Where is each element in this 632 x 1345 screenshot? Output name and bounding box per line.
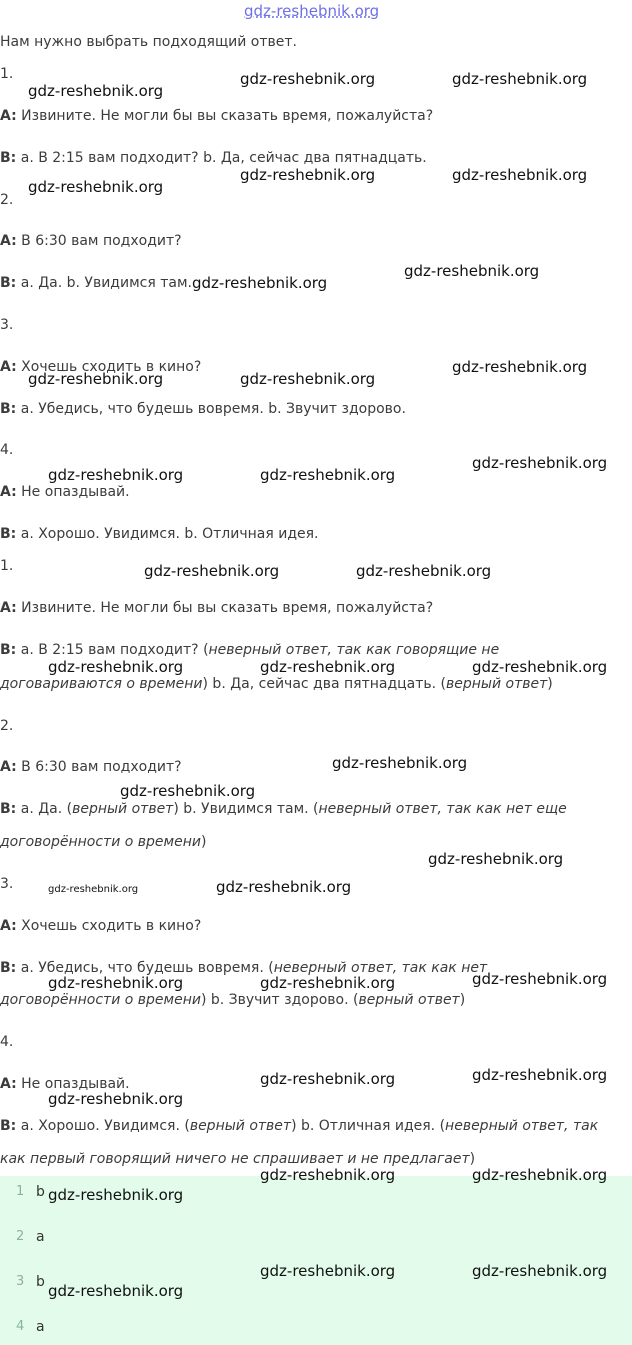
watermark: gdz-reshebnik.org xyxy=(472,1066,608,1084)
speaker-label: A: xyxy=(0,359,17,375)
speaker-label: A: xyxy=(0,918,17,934)
dialogue-text: ) b. Да, сейчас два пятнадцать. ( xyxy=(202,676,447,692)
site-title-link[interactable]: gdz-reshebnik.org xyxy=(244,2,380,20)
explanation-text: неверный ответ, так как нет еще xyxy=(318,801,567,817)
watermark: gdz-reshebnik.org xyxy=(120,782,256,800)
watermark: gdz-reshebnik.org xyxy=(28,178,164,196)
dialogue-line-b xyxy=(0,273,192,293)
dialogue-text: Извините. Не могли бы вы сказать время, пожалуйста? xyxy=(21,600,434,616)
dialogue-line-a xyxy=(0,106,433,126)
dialogue-line-b-cont xyxy=(0,1149,475,1169)
explanation-text: верный ответ xyxy=(189,1118,292,1134)
watermark: gdz-reshebnik.org xyxy=(28,370,164,388)
dialogue-text: a. Убедись, что будешь вовремя. ( xyxy=(20,960,274,976)
task-number: 1. xyxy=(0,558,14,574)
dialogue-line-b xyxy=(0,399,406,419)
speaker-label: B: xyxy=(0,801,17,817)
watermark: gdz-reshebnik.org xyxy=(48,1282,184,1300)
speaker-label: B: xyxy=(0,401,17,417)
watermark: gdz-reshebnik.org xyxy=(472,1166,608,1184)
explanation-text: неверный ответ, так как говорящие не xyxy=(208,642,500,658)
answer-value: b xyxy=(36,1184,45,1200)
watermark: gdz-reshebnik.org xyxy=(240,370,376,388)
dialogue-text: ) b. Увидимся там. ( xyxy=(173,801,319,817)
speaker-label: B: xyxy=(0,1118,17,1134)
dialogue-line-a xyxy=(0,598,433,618)
dialogue-text: Извините. Не могли бы вы сказать время, пожалуйста? xyxy=(21,108,434,124)
dialogue-text: Хочешь сходить в кино? xyxy=(21,359,202,375)
watermark: gdz-reshebnik.org xyxy=(240,166,376,184)
watermark: gdz-reshebnik.org xyxy=(260,1070,396,1088)
watermark: gdz-reshebnik.org xyxy=(428,850,564,868)
task-number: 4. xyxy=(0,1034,14,1050)
speaker-label: A: xyxy=(0,600,17,616)
dialogue-text: ) xyxy=(547,676,553,692)
watermark: gdz-reshebnik.org xyxy=(48,658,184,676)
watermark: gdz-reshebnik.org xyxy=(472,454,608,472)
dialogue-text: a. Хорошо. Увидимся. ( xyxy=(20,1118,190,1134)
watermark: gdz-reshebnik.org xyxy=(240,70,376,88)
dialogue-line-a xyxy=(0,231,182,251)
task-number: 2. xyxy=(0,192,14,208)
watermark: gdz-reshebnik.org xyxy=(216,878,352,896)
answer-value: a xyxy=(36,1319,45,1335)
watermark: gdz-reshebnik.org xyxy=(260,466,396,484)
answer-value: b xyxy=(36,1274,45,1290)
dialogue-text: a. Убедись, что будешь вовремя. b. Звучит здорово. xyxy=(20,401,406,417)
dialogue-text: В 6:30 вам подходит? xyxy=(21,233,182,249)
explanation-text: верный ответ xyxy=(446,676,548,692)
dialogue-line-b xyxy=(0,524,319,544)
watermark: gdz-reshebnik.org xyxy=(192,274,328,292)
speaker-label: B: xyxy=(0,960,17,976)
watermark: gdz-reshebnik.org xyxy=(260,658,396,676)
dialogue-text: a. Хорошо. Увидимся. b. Отличная идея. xyxy=(20,526,319,542)
dialogue-line-b xyxy=(0,1116,598,1136)
watermark: gdz-reshebnik.org xyxy=(260,1166,396,1184)
dialogue-line-b-cont xyxy=(0,674,553,694)
answer-number: 2 xyxy=(16,1229,25,1244)
watermark: gdz-reshebnik.org xyxy=(404,262,540,280)
dialogue-text: В 6:30 вам подходит? xyxy=(21,759,182,775)
speaker-label: A: xyxy=(0,233,17,249)
watermark: gdz-reshebnik.org xyxy=(48,466,184,484)
speaker-label: B: xyxy=(0,526,17,542)
watermark: gdz-reshebnik.org xyxy=(472,1262,608,1280)
watermark: gdz-reshebnik.org xyxy=(28,82,164,100)
dialogue-line-b xyxy=(0,640,499,660)
dialogue-line-a xyxy=(0,916,201,936)
task-number: 3. xyxy=(0,317,14,333)
dialogue-line-b xyxy=(0,148,427,168)
dialogue-text: ) b. Отличная идея. ( xyxy=(291,1118,446,1134)
speaker-label: A: xyxy=(0,484,17,500)
dialogue-line-a xyxy=(0,757,182,777)
explanation-text: неверный ответ, так как нет xyxy=(273,960,488,976)
explanation-text: договариваются о времени xyxy=(0,676,203,692)
dialogue-text: ) xyxy=(459,992,466,1008)
dialogue-text: Хочешь сходить в кино? xyxy=(21,918,202,934)
explanation-text: верный ответ xyxy=(72,801,174,817)
dialogue-line-a xyxy=(0,482,130,502)
watermark: gdz-reshebnik.org xyxy=(472,658,608,676)
dialogue-line-b xyxy=(0,799,567,819)
task-number: 2. xyxy=(0,718,14,734)
watermark: gdz-reshebnik.org xyxy=(332,754,468,772)
task-number: 3. xyxy=(0,876,14,892)
watermark: gdz-reshebnik.org xyxy=(356,562,492,580)
task-number: 1. xyxy=(0,66,14,82)
dialogue-line-b-cont xyxy=(0,832,206,852)
dialogue-text: a. В 2:15 вам подходит? ( xyxy=(20,642,209,658)
explanation-text: договорённости о времени xyxy=(0,992,201,1008)
dialogue-line-b-cont xyxy=(0,990,465,1010)
watermark: gdz-reshebnik.org xyxy=(260,974,396,992)
speaker-label: A: xyxy=(0,759,17,775)
watermark: gdz-reshebnik.org xyxy=(452,166,588,184)
answer-number: 1 xyxy=(16,1184,25,1199)
watermark: gdz-reshebnik.org xyxy=(48,974,184,992)
dialogue-text: a. Да. b. Увидимся там. xyxy=(20,275,192,291)
dialogue-text: ) xyxy=(469,1151,476,1167)
watermark: gdz-reshebnik.org xyxy=(452,70,588,88)
answer-value: a xyxy=(36,1229,45,1245)
dialogue-text: Не опаздывай. xyxy=(21,1076,130,1092)
explanation-text: неверный ответ, так xyxy=(445,1118,599,1134)
answer-number: 4 xyxy=(16,1319,25,1334)
speaker-label: B: xyxy=(0,150,17,166)
watermark: gdz-reshebnik.org xyxy=(48,884,139,895)
speaker-label: B: xyxy=(0,642,17,658)
explanation-text: как первый говорящий ничего не спрашивает и не предлагает xyxy=(0,1151,470,1167)
watermark: gdz-reshebnik.org xyxy=(260,1262,396,1280)
dialogue-text: a. Да. ( xyxy=(20,801,73,817)
watermark: gdz-reshebnik.org xyxy=(48,1186,184,1204)
speaker-label: A: xyxy=(0,108,17,124)
intro-text: Нам нужно выбрать подходящий ответ. xyxy=(0,34,297,50)
explanation-text: договорённости о времени xyxy=(0,834,201,850)
watermark: gdz-reshebnik.org xyxy=(144,562,280,580)
watermark: gdz-reshebnik.org xyxy=(452,358,588,376)
explanation-text: верный ответ xyxy=(358,992,460,1008)
dialogue-text: Не опаздывай. xyxy=(21,484,130,500)
task-number: 4. xyxy=(0,442,14,458)
speaker-label: A: xyxy=(0,1076,17,1092)
watermark: gdz-reshebnik.org xyxy=(472,970,608,988)
dialogue-text: ) b. Звучит здорово. ( xyxy=(200,992,359,1008)
dialogue-text: a. В 2:15 вам подходит? b. Да, сейчас два пятнадцать. xyxy=(20,150,427,166)
dialogue-text: ) xyxy=(200,834,207,850)
answer-number: 3 xyxy=(16,1274,25,1289)
speaker-label: B: xyxy=(0,275,17,291)
watermark: gdz-reshebnik.org xyxy=(48,1090,184,1108)
